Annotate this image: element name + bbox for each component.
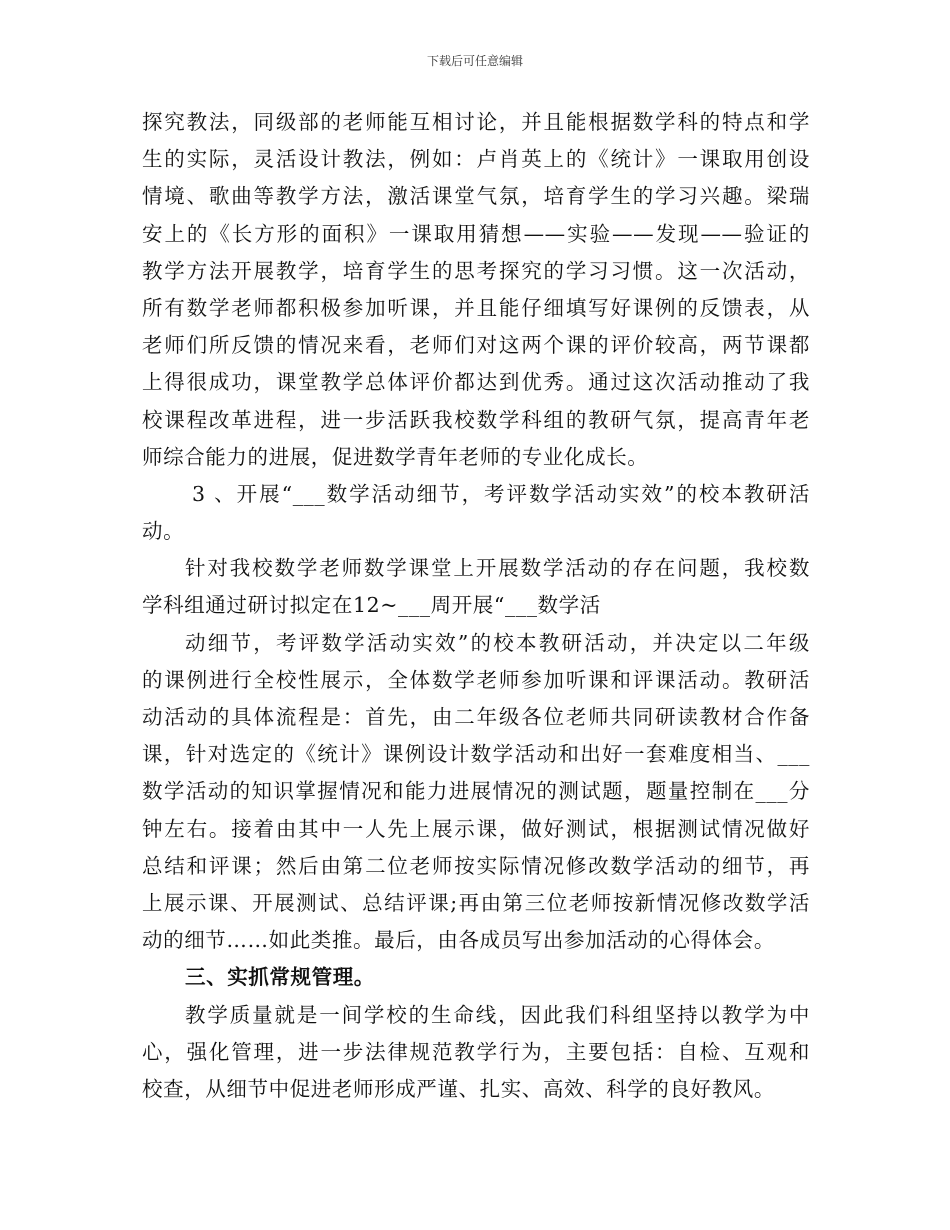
text-line: 师综合能力的进展，促进数学青年老师的专业化成长。 — [142, 444, 649, 469]
section-heading-3: 3 、开展“___数学活动细节，考评数学活动实效”的校本教研活 — [192, 481, 810, 506]
text-line: 上展示课、开展测试、总结评课;再由第三位老师按新情况修改数学活 — [142, 890, 810, 915]
text-line: 所有数学老师都积极参加听课，并且能仔细填写好课例的反馈表，从 — [142, 295, 810, 320]
text-line: 心，强化管理，进一步法律规范教学行为，主要包括：自检、互观和 — [142, 1039, 810, 1064]
text-line: 动细节，考评数学活动实效”的校本教研活动，并决定以二年级 — [185, 630, 810, 655]
text-line: 安上的《长方形的面积》一课取用猜想——实验——发现——验证的 — [142, 221, 810, 246]
text-line: 上得很成功，课堂教学总体评价都达到优秀。通过这次活动推动了我 — [142, 370, 810, 395]
text-line: 课，针对选定的《统计》课例设计数学活动和出好一套难度相当、___ — [142, 742, 810, 767]
text-line: 动的细节……如此类推。最后，由各成员写出参加活动的心得体会。 — [142, 928, 775, 953]
document-body — [142, 104, 810, 1108]
text-line: 校课程改革进程，进一步活跃我校数学科组的教研气氛，提高青年老 — [142, 407, 810, 432]
page-header: 下载后可任意编辑 — [426, 54, 523, 68]
text-line: 数学活动的知识掌握情况和能力进展情况的测试题，题量控制在___分 — [142, 779, 810, 804]
text-line: 钟左右。接着由其中一人先上展示课，做好测试，根据测试情况做好 — [142, 816, 810, 841]
paragraph-start: 针对我校数学老师数学课堂上开展数学活动的存在问题，我校数 — [185, 556, 810, 581]
text-line: 总结和评课；然后由第二位老师按实际情况修改数学活动的细节，再 — [142, 853, 810, 878]
text-line: 生的实际，灵活设计教法，例如：卢肖英上的《统计》一课取用创设 — [142, 147, 810, 172]
text-line: 探究教法，同级部的老师能互相讨论，并且能根据数学科的特点和学 — [142, 110, 810, 134]
text-line: 情境、歌曲等教学方法，激活课堂气氛，培育学生的学习兴趣。梁瑞 — [142, 184, 810, 209]
section-heading-three: 三、实抓常规管理。 — [185, 965, 375, 990]
text-line: 动。 — [142, 519, 185, 544]
text-line: 的课例进行全校性展示，全体数学老师参加听课和评课活动。教研活 — [142, 667, 810, 692]
text-line: 教学方法开展教学，培育学生的思考探究的学习习惯。这一次活动， — [142, 258, 810, 283]
text-line: 动活动的具体流程是：首先，由二年级各位老师共同研读教材合作备 — [142, 705, 810, 729]
text-line: 学科组通过研讨拟定在12~___周开展“___数学活 — [142, 593, 601, 618]
text-line: 老师们所反馈的情况来看，老师们对这两个课的评价较高，两节课都 — [142, 333, 810, 358]
text-line: 校查，从细节中促进老师形成严谨、扎实、高效、科学的良好教风。 — [142, 1076, 775, 1101]
paragraph-start: 教学质量就是一间学校的生命线，因此我们科组坚持以教学为中 — [185, 1002, 810, 1027]
